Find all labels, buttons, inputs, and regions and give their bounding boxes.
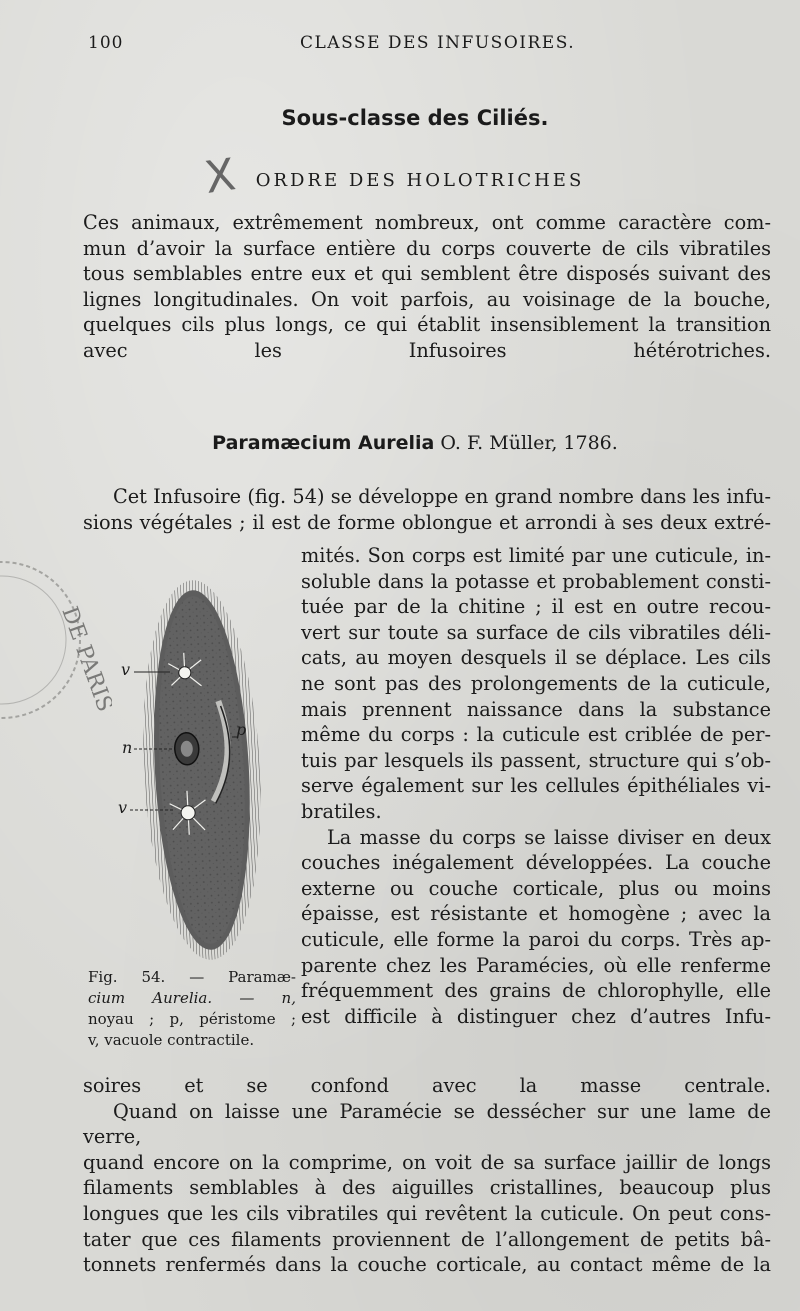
description-line: fréquemment des grains de chlorophylle, elle bbox=[301, 979, 771, 1003]
description-line: soires et se confond avec la masse centrale. bbox=[83, 1074, 771, 1097]
figure-label-v: v bbox=[118, 798, 128, 817]
description-line: La masse du corps se laisse diviser en deux bbox=[327, 825, 771, 849]
figure-label-p: p bbox=[236, 720, 247, 739]
caption-line: cium Aurelia. — n, bbox=[88, 989, 296, 1007]
page-number: 100 bbox=[88, 33, 124, 53]
description-line: tonnets renfermés dans la couche corticale, au contact même de la bbox=[83, 1253, 771, 1277]
running-head bbox=[0, 33, 800, 57]
intro-line: Ces animaux, extrêmement nombreux, ont comme caractère com- bbox=[83, 211, 771, 234]
description-line: quand encore on la comprime, on voit de sa surface jaillir de longs bbox=[83, 1150, 771, 1174]
description-line: ne sont pas des prolongements de la cuticule, bbox=[301, 671, 771, 695]
stamp-text: DE PARIS bbox=[56, 603, 112, 716]
description-line: cuticule, elle forme la paroi du corps. Très ap- bbox=[301, 927, 771, 951]
description-line: sions végétales ; il est de forme oblongue et arrondi à ses deux extré- bbox=[83, 510, 771, 534]
figure-caption bbox=[88, 967, 296, 1051]
description-line: mités. Son corps est limité par une cuticule, in- bbox=[301, 544, 771, 567]
intro-line: tous semblables entre eux et qui semblent être disposés suivant des bbox=[83, 262, 771, 286]
description-line: filaments semblables à des aiguilles cristallines, beaucoup plus bbox=[83, 1176, 771, 1200]
description-line: parente chez les Paramécies, où elle renferme bbox=[301, 953, 771, 977]
species-name: Paramæcium Aurelia bbox=[212, 432, 435, 454]
description-line: couches inégalement développées. La couche bbox=[301, 851, 771, 875]
description-line: longues que les cils vibratiles qui revêtent la cuticule. On peut cons- bbox=[83, 1201, 771, 1225]
species-authority: O. F. Müller, 1786. bbox=[440, 432, 618, 454]
description-line: bratiles. bbox=[301, 799, 382, 823]
caption-line: Fig. 54. — Paramæ- bbox=[88, 968, 296, 986]
description-line: tuée par de la chitine ; il est en outre recou- bbox=[301, 595, 771, 619]
paramecium-figure bbox=[112, 572, 290, 972]
intro-line: mun d’avoir la surface entière du corps couverte de cils vibratiles bbox=[83, 236, 771, 260]
order-title: ORDRE DES HOLOTRICHES bbox=[255, 170, 585, 191]
intro-line: lignes longitudinales. On voit parfois, au voisinage de la bouche, bbox=[83, 287, 771, 311]
library-stamp bbox=[0, 540, 112, 740]
description-line: soluble dans la potasse et probablement consti- bbox=[301, 569, 771, 593]
description-line: est difficile à distinguer chez d’autres Infu- bbox=[301, 1004, 771, 1028]
description-right-column bbox=[301, 543, 771, 1029]
description-line: vert sur toute sa surface de cils vibratiles déli- bbox=[301, 620, 771, 644]
running-title: CLASSE DES INFUSOIRES. bbox=[300, 33, 576, 53]
description-line: tuis par lesquels ils passent, structure qui s’ob- bbox=[301, 748, 771, 772]
description-line: épaisse, est résistante et homogène ; avec la bbox=[301, 902, 771, 926]
description-line: externe ou couche corticale, plus ou moins bbox=[301, 876, 771, 900]
caption-line: v, vacuole contractile. bbox=[88, 1031, 255, 1049]
description-bottom bbox=[83, 1073, 771, 1278]
description-line: Cet Infusoire (fig. 54) se développe en grand nombre dans les infu- bbox=[113, 485, 771, 508]
intro-line: avec les Infusoires hétérotriches. bbox=[83, 338, 771, 362]
description-line: mais prennent naissance dans la substance bbox=[301, 697, 771, 721]
intro-line: quelques cils plus longs, ce qui établit insensiblement la transition bbox=[83, 313, 771, 337]
subclass-title: Sous-classe des Ciliés. bbox=[281, 106, 549, 130]
description-line: tater que ces filaments proviennent de l’allongement de petits bâ- bbox=[83, 1227, 771, 1251]
description-line: serve également sur les cellules épithéliales vi- bbox=[301, 774, 771, 798]
description-top bbox=[83, 484, 771, 535]
description-line: Quand on laisse une Paramécie se dessécher sur une lame de verre, bbox=[83, 1099, 771, 1149]
description-line: même du corps : la cuticule est criblée de per- bbox=[301, 723, 771, 747]
caption-line: noyau ; p, péristome ; bbox=[88, 1010, 296, 1028]
intro-paragraph bbox=[83, 210, 771, 364]
figure-label-v: v bbox=[121, 660, 131, 679]
figure-label-n: n bbox=[122, 738, 133, 757]
pencil-mark: X bbox=[201, 149, 239, 204]
species-heading bbox=[0, 432, 800, 454]
description-line: cats, au moyen desquels il se déplace. Les cils bbox=[301, 646, 771, 670]
